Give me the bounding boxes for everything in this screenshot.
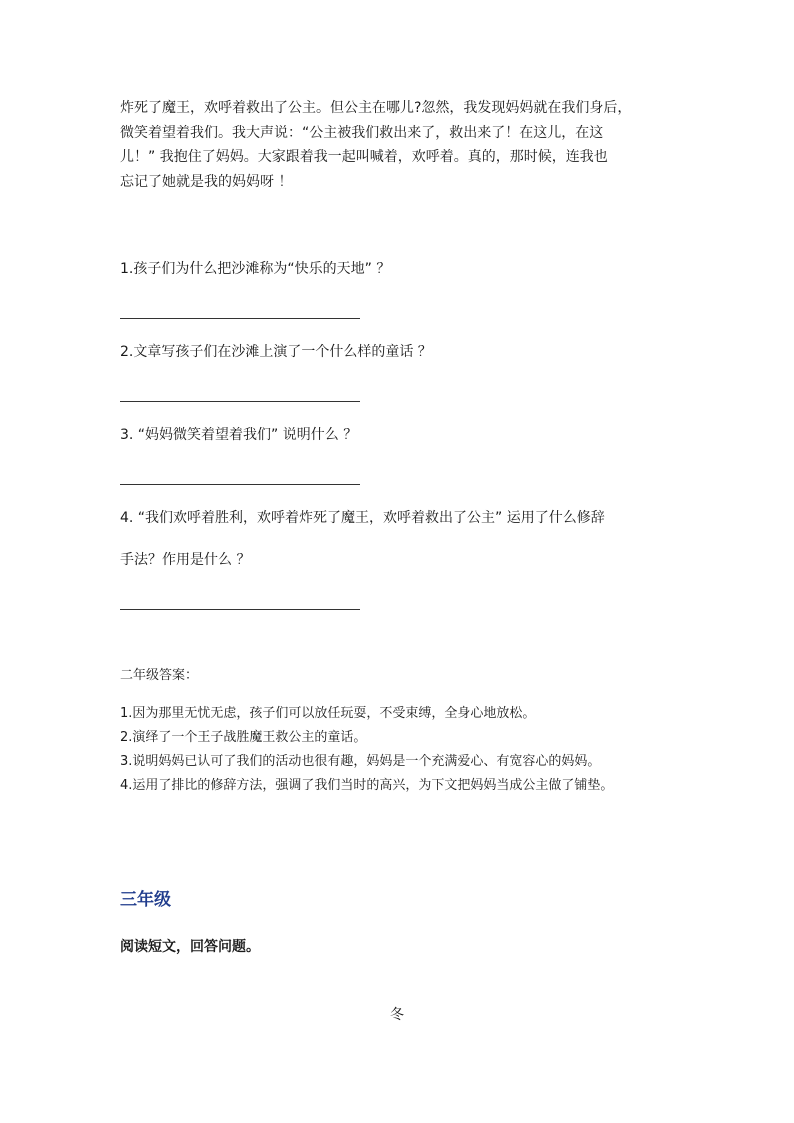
passage-line: 微笑着望着我们。我大声说：“公主被我们救出来了，救出来了！在这儿，在这 — [120, 124, 604, 141]
answer-blank-1[interactable] — [120, 318, 360, 319]
passage-line: 忘记了她就是我的妈妈呀 ！ — [120, 173, 293, 190]
instruction-text: 阅读短文，回答问题。 — [120, 939, 260, 955]
answer-blank-2[interactable] — [120, 401, 360, 402]
answer-item: 3.说明妈妈已认可了我们的活动也很有趣，妈妈是一个充满爱心、有宽容心的妈妈。 — [120, 754, 601, 769]
reading-passage — [120, 96, 680, 194]
answer-item: 4.运用了排比的修辞方法，强调了我们当时的高兴，为下文把妈妈当成公主做了铺垫。 — [120, 778, 614, 793]
grade-heading: 三年级 — [120, 890, 171, 910]
answers-list — [120, 702, 613, 798]
question-4: 4. “我们欢呼着胜利，欢呼着炸死了魔王，欢呼着救出了公主” 运用了什么修辞 — [120, 510, 605, 526]
answer-item: 1.因为那里无忧无虑，孩子们可以放任玩耍，不受束缚，全身心地放松。 — [120, 706, 536, 721]
question-3: 3. “妈妈微笑着望着我们” 说明什么 ？ — [120, 427, 358, 443]
poem-title: 冬 — [390, 1007, 404, 1023]
answer-blank-3[interactable] — [120, 484, 360, 485]
passage-line: 儿！” 我抱住了妈妈。大家跟着我一起叫喊着，欢呼着。真的，那时候，连我也 — [120, 149, 608, 165]
answers-title: 二年级答案： — [120, 668, 199, 683]
passage-line: 炸死了魔王，欢呼着救出了公主。但公主在哪儿?忽然，我发现妈妈就在我们身后， — [120, 100, 632, 116]
question-4-continuation: 手法？作用是什么 ？ — [120, 552, 251, 568]
answer-blank-4[interactable] — [120, 609, 360, 610]
question-1: 1.孩子们为什么把沙滩称为“快乐的天地” ？ — [120, 261, 391, 277]
question-2: 2.文章写孩子们在沙滩上演了一个什么样的童话 ？ — [120, 344, 432, 360]
answer-item: 2.演绎了一个王子战胜魔王救公主的童话。 — [120, 730, 367, 745]
